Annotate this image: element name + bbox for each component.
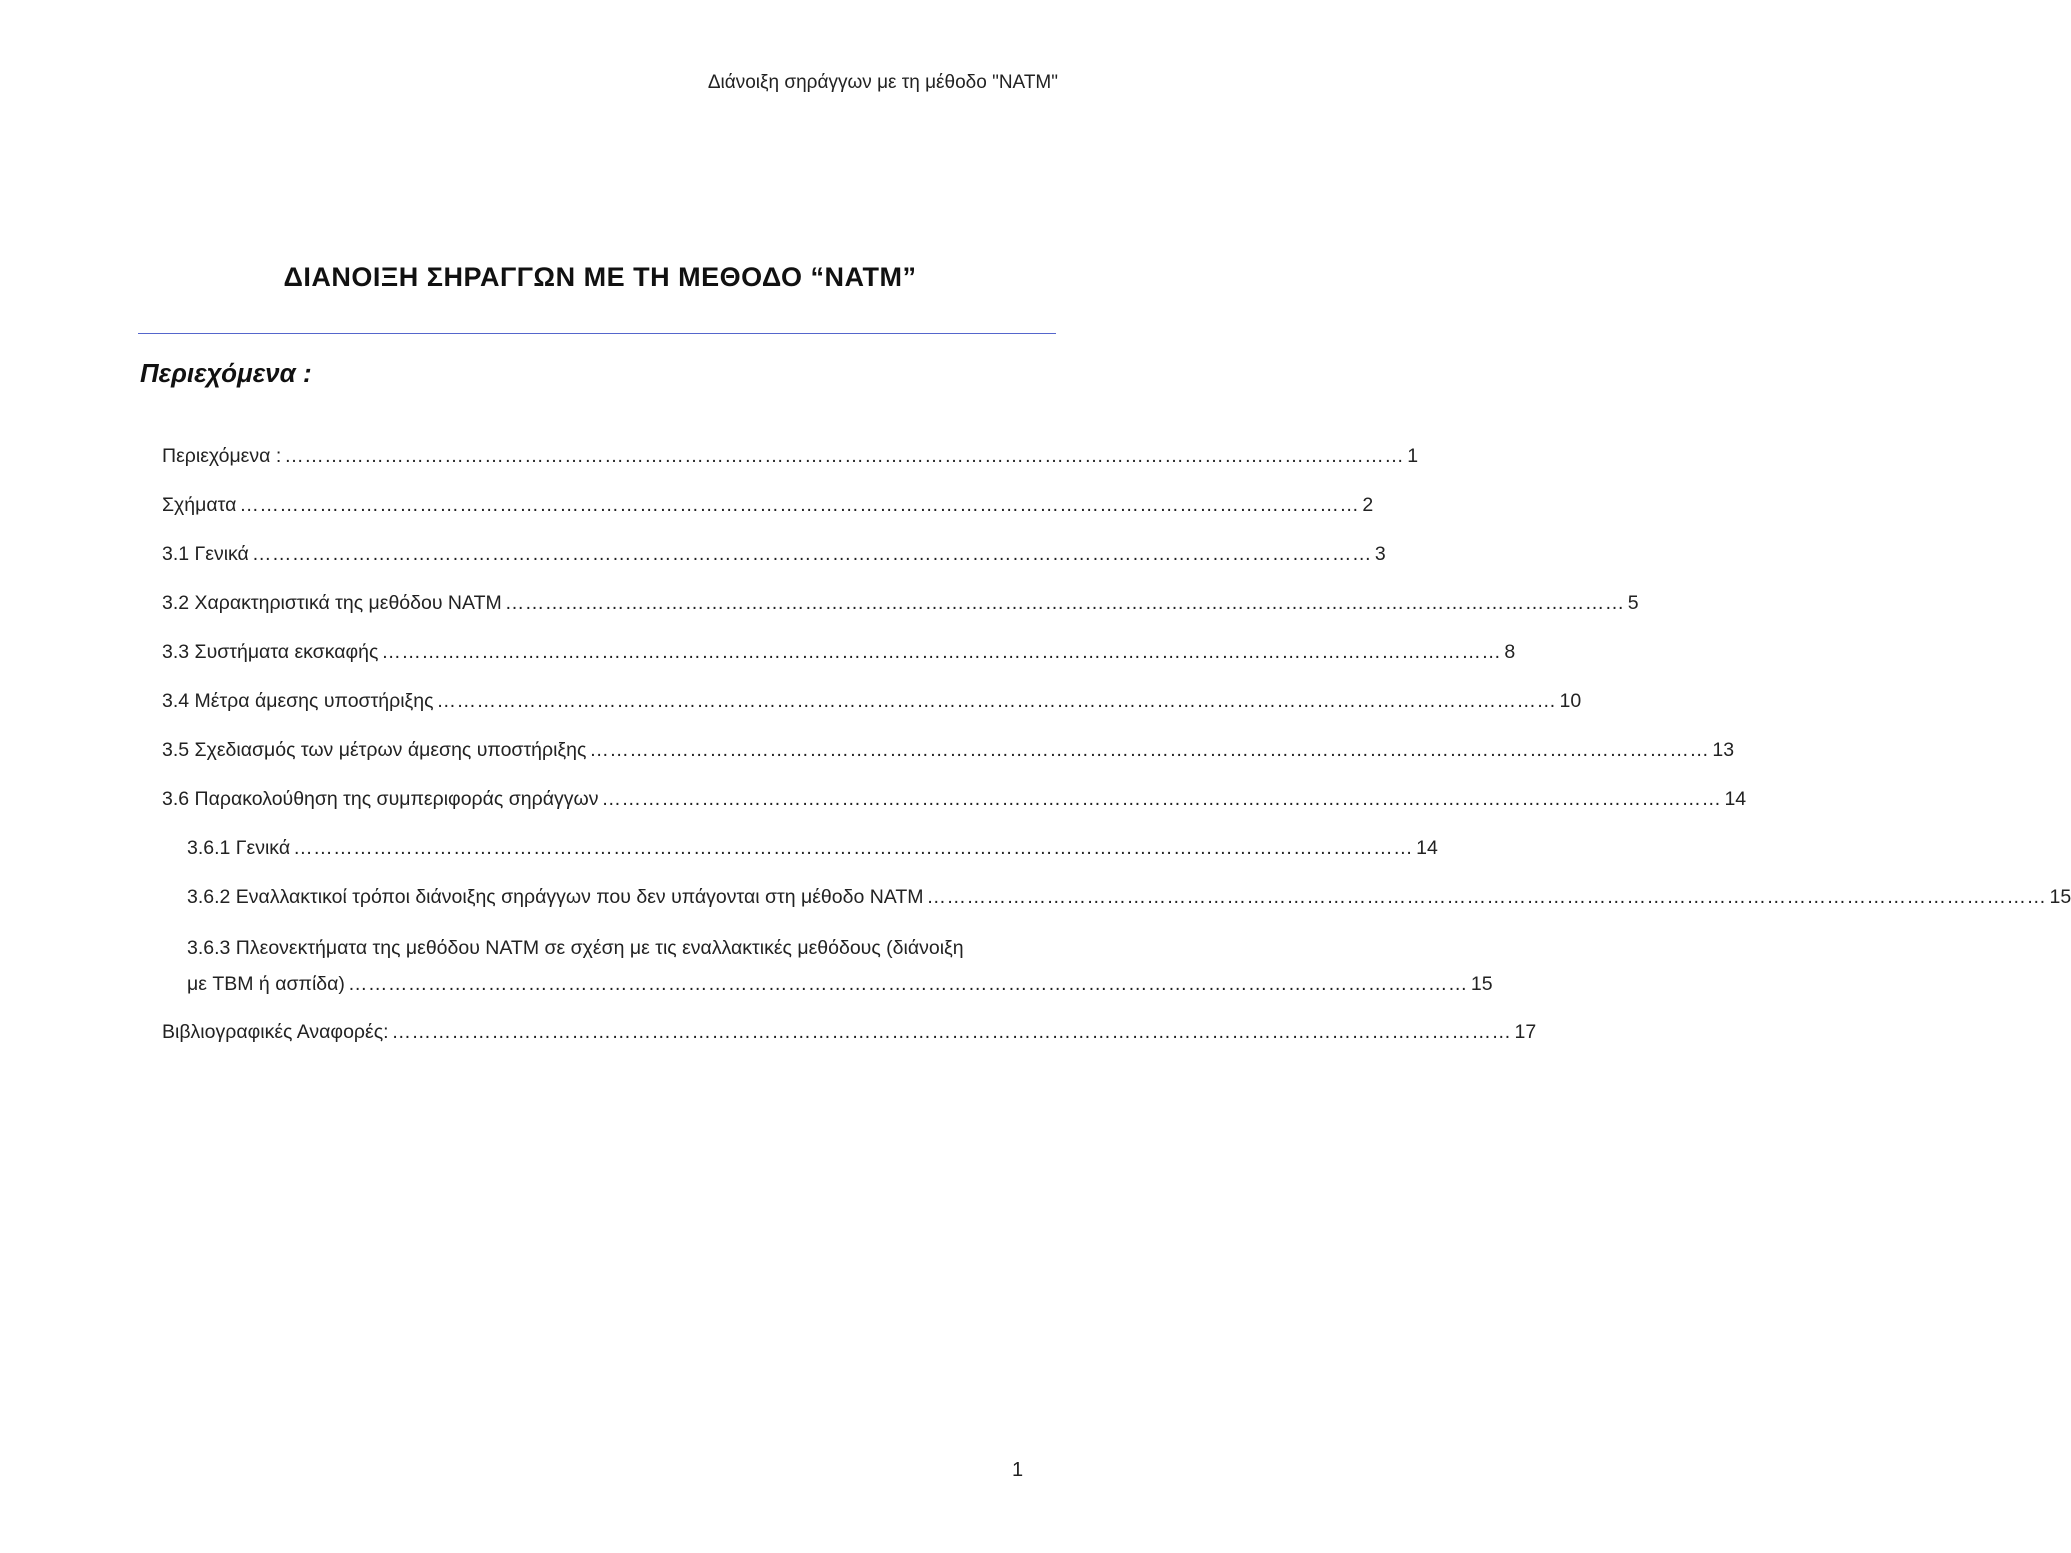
toc-entry-figures[interactable] <box>162 489 1374 538</box>
running-header: Διάνοιξη σηράγγων με τη μέθοδο "NATM" <box>707 72 1058 93</box>
toc-entry-page: 15 <box>2049 886 2071 908</box>
dot-leader: …………………………………………………………………………………………………………………………………………………… <box>391 1021 1512 1043</box>
toc-entry-3-6-1[interactable] <box>162 832 1438 881</box>
toc-entry-3-3[interactable] <box>162 636 1516 685</box>
dot-leader: …………………………………………………………………………………………………………………………………………………… <box>926 886 2047 908</box>
dot-leader: …………………………………………………………………………………………………………………………………………………… <box>504 592 1625 614</box>
dot-leader: …………………………………………………………………………………………………………………………………………………… <box>601 788 1722 810</box>
toc-entry-label: Σχήματα <box>162 494 237 516</box>
page-number: 1 <box>1012 1459 1024 1481</box>
toc-entry-label: 3.6 Παρακολούθηση της συμπεριφοράς σηράγγων <box>162 788 599 810</box>
dot-leader: …………………………………………………………………………………………………………………………………………………… <box>381 641 1502 663</box>
dot-leader: …………………………………………………………………………………………………………………………………………………… <box>347 973 1468 995</box>
title-rule <box>138 333 1056 334</box>
toc-entry-label-line1: 3.6.3 Πλεονεκτήματα της μεθόδου NATM σε σχέση με τις εναλλακτικές μεθόδους (διάνοιξη <box>187 937 964 959</box>
toc-entry-label: 3.2 Χαρακτηριστικά της μεθόδου NATM <box>162 592 502 614</box>
toc-entry-page: 14 <box>1416 837 1438 859</box>
toc-entry-page: 14 <box>1724 788 1747 810</box>
toc-entry-page: 17 <box>1514 1021 1537 1043</box>
toc-entry-references[interactable] <box>162 1016 1537 1065</box>
toc-entry-label: 3.5 Σχεδιασμός των μέτρων άμεσης υποστήριξης <box>162 739 587 761</box>
toc-entry-line2 <box>187 966 1493 1002</box>
toc-entry-page: 15 <box>1470 973 1493 995</box>
toc-entry-label: 3.6.2 Εναλλακτικοί τρόποι διάνοιξης σηράγγων που δεν υπάγονται στη μέθοδο NATM <box>187 886 924 908</box>
toc-entry-page: 2 <box>1362 494 1374 516</box>
toc-entry-label: Βιβλιογραφικές Αναφορές: <box>162 1021 389 1043</box>
toc-entry-page: 8 <box>1504 641 1516 663</box>
toc-entry-3-6-3[interactable] <box>162 930 1493 1016</box>
toc-entry-page: 3 <box>1374 543 1386 565</box>
toc-entry-label: 3.4 Μέτρα άμεσης υποστήριξης <box>162 690 434 712</box>
toc-entry-label: 3.1 Γενικά <box>162 543 249 565</box>
toc-entry-3-6-2[interactable] <box>162 881 2071 930</box>
toc-entry-3-1[interactable] <box>162 538 1386 587</box>
toc-entry-label: 3.3 Συστήματα εκσκαφής <box>162 641 379 663</box>
toc-entry-label-line2: με TBM ή ασπίδα) <box>187 973 345 995</box>
table-of-contents <box>162 440 2071 1065</box>
toc-entry-page: 13 <box>1712 739 1735 761</box>
toc-heading: Περιεχόμενα : <box>140 358 312 388</box>
document-title: ΔΙΑΝΟΙΞΗ ΣΗΡΑΓΓΩΝ ΜΕ ΤΗ ΜΕΘΟΔΟ “NATM” <box>283 262 917 292</box>
dot-leader: …………………………………………………………………………………………………………………………………………………… <box>251 543 1372 565</box>
dot-leader: …………………………………………………………………………………………………………………………………………………… <box>589 739 1710 761</box>
toc-entry-3-5[interactable] <box>162 734 1735 783</box>
toc-entry-3-4[interactable] <box>162 685 1582 734</box>
toc-entry-3-6[interactable] <box>162 783 1747 832</box>
toc-entry-page: 10 <box>1559 690 1582 712</box>
toc-entry-label: Περιεχόμενα : <box>162 445 282 467</box>
dot-leader: …………………………………………………………………………………………………………………………………………………… <box>284 445 1405 467</box>
toc-entry-contents[interactable] <box>162 440 1419 489</box>
dot-leader: …………………………………………………………………………………………………………………………………………………… <box>436 690 1557 712</box>
toc-entry-page: 1 <box>1407 445 1419 467</box>
toc-entry-3-2[interactable] <box>162 587 1639 636</box>
toc-entry-page: 5 <box>1627 592 1639 614</box>
toc-entry-label: 3.6.1 Γενικά <box>187 837 291 859</box>
dot-leader: …………………………………………………………………………………………………………………………………………………… <box>293 837 1414 859</box>
dot-leader: …………………………………………………………………………………………………………………………………………………… <box>239 494 1360 516</box>
